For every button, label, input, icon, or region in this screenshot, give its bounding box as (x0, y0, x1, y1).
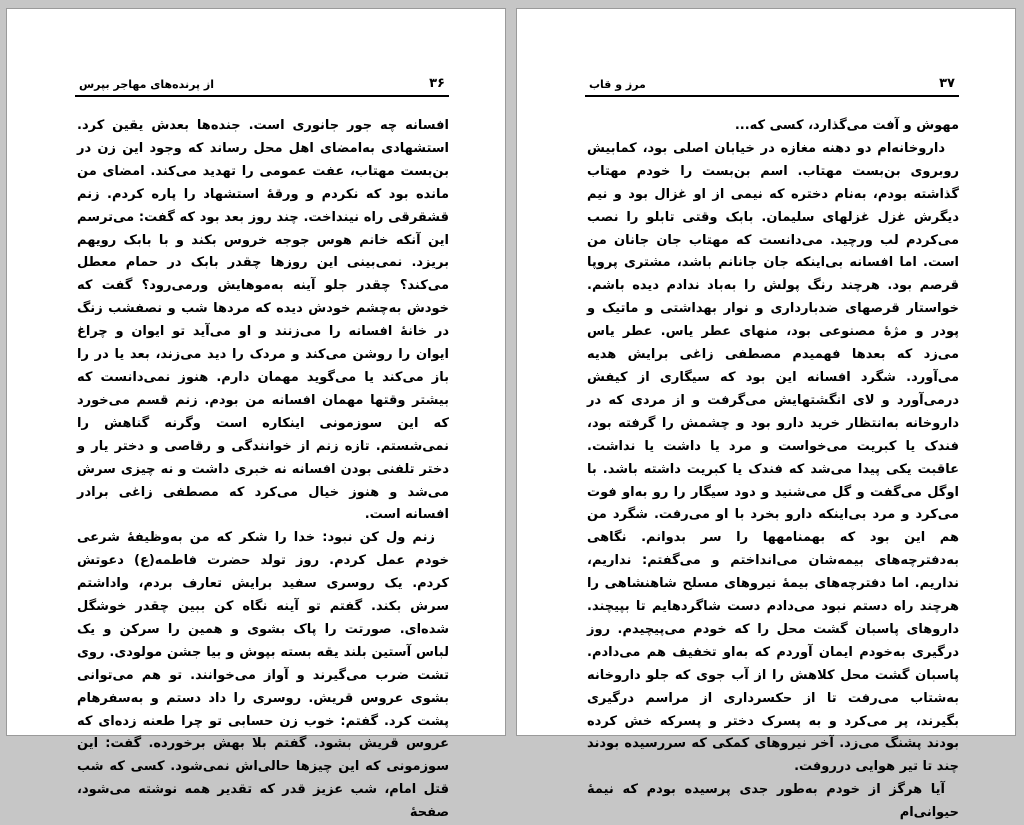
running-head: از پرنده‌های مهاجر بپرس (79, 78, 214, 91)
left-page (6, 8, 506, 821)
paragraph: افسانه چه جور جانوری است. جنده‌ها بعدش یقین کرد. استشهادی به‌امضای اهل محل رساند که وجود این زن در بن‌بست مهتاب، عفت عمومی را تهدید می‌کند. امضای من مانده بود که نکردم و ورقهٔ استشهاد را پاره کردم. زنم قشقرقی راه نینداخت. چند روز بعد بود که گفت: می‌ترسم این آنکه خانم هوس جوجه خروس بکند و با بابک رویهم بریزد. نمی‌بینی این روزها چقدر بابک در حمام معطل می‌کند؟ چقدر جلو آینه به‌موهایش ورمی‌رود؟ گفت که خودش به‌چشم خودش دیده که مردها شب و نصفشب زنگ در خانهٔ افسانه را می‌زنند و او می‌آید تو ایوان و چراغ ایوان را روشن می‌کند و مردک را دید می‌زند، بعد یا در را باز می‌کند یا می‌گوید مهمان دارم. هنوز نمی‌دانست که بیشتر وقتها مهمان افسانه من بودم. زنم قسم می‌خورد که این سوزمونی اینکاره است وگرنه گناهش را نمی‌شستم. تازه زنم از خوانندگی و رقاصی و دختر یار و دختر تلفنی بودن افسانه نه خبری داشت و نه چیزی سرش می‌شد و هنوز خیال می‌کرد که مصطفی زاغی برادر افسانه است. (77, 118, 449, 523)
page-body (77, 115, 449, 825)
page-number: ۳۷ (939, 76, 955, 91)
paragraph: زنم ول کن نبود: خدا را شکر که من به‌وظیفهٔ شرعی خودم عمل کردم. روز تولد حضرت فاطمه(ع) دعوتش کردم. یک روسری سفید برایش تعارف بردم، واداشتم سرش بکند. گفتم تو آینه نگاه کن ببین چقدر خوشگل شده‌ای. صورتت را پاک بشوی و همین را سرکن و یک لباس آستین بلند یقه بسته بپوش و بیا جشن مولودی. روی تشت ضرب می‌گیرند و آواز می‌خوانند. تو هم می‌توانی بشوی عروس قریش. روسری را داد دستم و به‌سفرهام پشت کرد. گفتم: خوب زن حسابی تو چرا طعنه زده‌ای که عروس قریش بشود. گفتم بلا بهش برخورده. گفت: این سوزمونی که این چیزها حالی‌اش نمی‌شود. کسی که شب قتل امام، شب عزیز قدر که تقدیر همه نوشته می‌شود، صفحهٔ (77, 530, 449, 821)
running-head: مرز و قاب (589, 78, 646, 91)
paragraph: داروخانه‌ام دو دهنه مغازه در خیابان اصلی بود، کمابیش روبروی بن‌بست مهتاب. اسم بن‌بست را خودم مهتاب گذاشته بودم، به‌نام دختره که نیمی از او غزال بود و نیم دیگرش غزل غزلهای سلیمان. بابک وقتی تابلو را نصب می‌کردم لب ورچید. می‌دانست که مهتاب جان جانان من است. اما افسانه بی‌اینکه جان جانانم باشد، مشتری پروپا قرصم بود. هرچند رنگ پولش را به‌باد ندادم دیده باشم. خواستار قرصهای ضدبارداری و نوار بهداشتی و ماتیک و پودر و مژهٔ مصنوعی بود، منهای عطر یاس. عطر یاس می‌زد که بعدها فهمیدم مصطفی زاغی برایش هدیه می‌آورد. شگرد افسانه این بود که سیگاری از کیفش درمی‌آورد و لای انگشتهایش می‌گرفت و از مردی که در داروخانه به‌انتظار خرید دارو بود و چشمش را گرفته بود، فندک یا کبریت می‌خواست و مرد یا داشت یا نداشت. عاقبت یکی پیدا می‌شد که فندک یا کبریت داشته باشد. با اوگل می‌گفت و گل می‌شنید و دود سیگار را رو به‌او فوت می‌کرد و مرد بی‌اینکه دارو بخرد با او می‌رفت. شگرد من هم این بود که بهمنامهها را سر بدوانم. نگاهی به‌دفترچه‌های بیمه‌شان می‌انداختم و می‌گفتم: نداریم، نداریم. اما دفترچه‌های بیمهٔ نیروهای مسلح شاهنشاهی را هرچند راه دستم نبود می‌دادم دست شاگردهایم تا بپیچند. داروهای پاسبان گشت محل را که خودم می‌پیچیدم. روز درگیری به‌خودم ایمان آوردم که به‌او تخفیف هم می‌دادم. پاسبان گشت محل کلاهش را از آب جوی که جلو داروخانه به‌شتاب می‌رفت تا از حکسرداری از مراسم درگیری بگیرند، پر می‌کرد و به پسرک دختر و پسرکه خش کرده بودند پشنگ می‌زد. آخر نیروهای کمکی که سررسیده بودند چند تا تیر هوایی درروفت. (587, 140, 959, 775)
paragraph: آیا هرگز از خودم به‌طور جدی پرسیده بودم که نیمهٔ حیوانی‌ام (587, 782, 959, 821)
page-header (585, 69, 959, 97)
paragraph: مهوش و آفت می‌گذارد، کسی که... (734, 118, 959, 133)
page-header (75, 69, 449, 97)
right-page (516, 8, 1016, 821)
page-number: ۳۶ (429, 76, 445, 91)
page-body (587, 115, 959, 825)
